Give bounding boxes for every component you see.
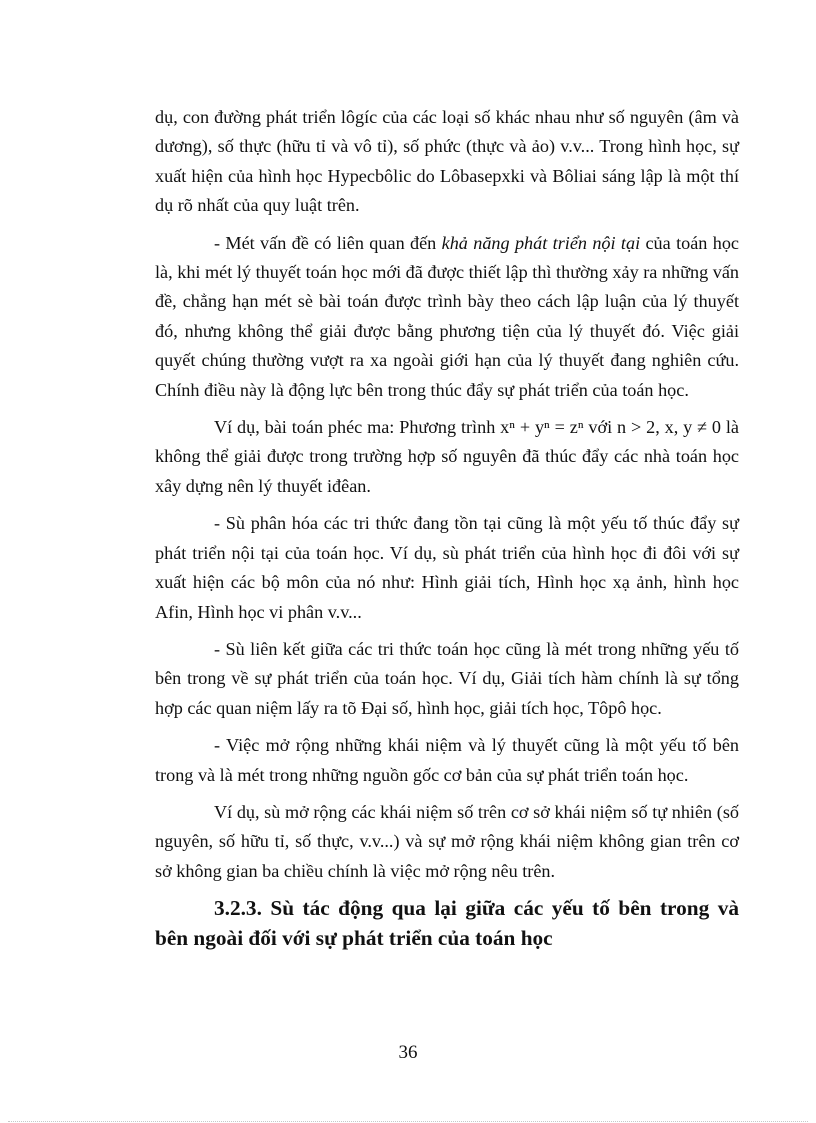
- paragraph-2: [155, 229, 739, 405]
- paragraph-2-emphasis: khả năng phát triển nội tại: [441, 232, 641, 253]
- page-number: 36: [398, 1042, 418, 1063]
- paragraph-3: Ví dụ, bài toán phéc ma: Phương trình xⁿ + yⁿ = zⁿ với n > 2, x, y ≠ 0 là không thể giải được trong trường hợp số nguyên đã thúc đẩy các nhà toán học xây dựng nên lý thuyết iđêan.: [155, 417, 739, 496]
- paragraph-2-start: - Mét vấn đề có liên quan đến: [214, 232, 442, 253]
- paragraph-6: - Việc mở rộng những khái niệm và lý thuyết cũng là một yếu tố bên trong và là mét trong những nguồn gốc cơ bản của sự phát triển toán học.: [155, 735, 739, 785]
- section-heading: 3.2.3. Sù tác động qua lại giữa các yếu tố bên trong và bên ngoài đối với sự phát triển của toán học: [155, 896, 739, 950]
- paragraph-4: - Sù phân hóa các tri thức đang tồn tại cũng là một yếu tố thúc đẩy sự phát triển nội tại của toán học. Ví dụ, sù phát triển của hình học đi đôi với sự xuất hiện các bộ môn của nó như: Hình giải tích, Hình học xạ ảnh, hình học Afin, Hình học vi phân v.v...: [155, 513, 739, 622]
- paragraph-5: - Sù liên kết giữa các tri thức toán học cũng là mét trong những yếu tố bên trong về sự phát triển của toán học. Ví dụ, Giải tích hàm chính là sự tổng hợp các quan niệm lấy ra tõ Đại số, hình học, giải tích học, Tôpô học.: [155, 638, 739, 718]
- footer-divider: [8, 1121, 808, 1122]
- paragraph-2-end: của toán học là, khi mét lý thuyết toán học mới đã được thiết lập thì thường xảy ra những vấn đề, chẳng hạn mét sè bài toán được trình bày theo cách lập luận của lý thuyết đó, nhưng không thể giải được bằng phương tiện của lý thuyết đó. Việc giải quyết chúng thường vượt ra xa ngoài giới hạn của lý thuyết đang nghiên cứu. Chính điều này là động lực bên trong thúc đẩy sự phát triển của toán học.: [155, 232, 739, 400]
- paragraph-1: dụ, con đường phát triển lôgíc của các loại số khác nhau như số nguyên (âm và dương), số thực (hữu tỉ và vô tỉ), số phức (thực và ảo) v.v... Trong hình học, sự xuất hiện của hình học Hypecbôlic do Lôbasepxki và Bôliai sáng lập là một thí dụ rõ nhất của quy luật trên.: [155, 107, 739, 216]
- paragraph-7: Ví dụ, sù mở rộng các khái niệm số trên cơ sở khái niệm số tự nhiên (số nguyên, số hữu tỉ, số thực, v.v...) và sự mở rộng khái niệm không gian trên cơ sở không gian ba chiều chính là việc mở rộng nêu trên.: [155, 801, 739, 881]
- body-text: [155, 103, 739, 953]
